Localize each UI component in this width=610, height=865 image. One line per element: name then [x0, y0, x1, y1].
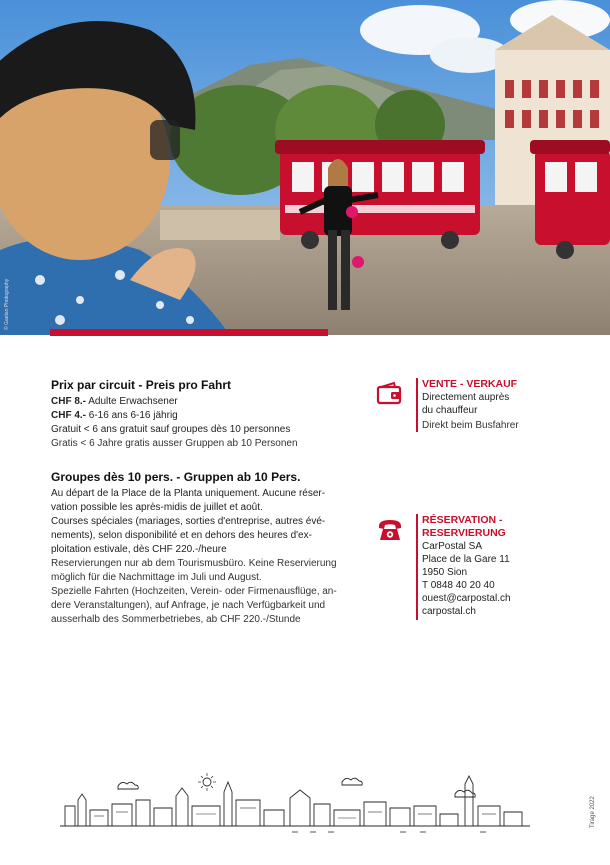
reservation-divider	[416, 514, 418, 620]
hero-photo	[0, 0, 610, 335]
free-de: Gratis < 6 Jahre gratis ausser Gruppen ab 10 Personen	[51, 438, 298, 449]
reservation-phone[interactable]: T 0848 40 20 40	[422, 580, 495, 591]
reservation-text	[422, 514, 572, 618]
sales-fr: Directement auprès du chauffeur	[422, 392, 510, 416]
pricing-heading: Prix par circuit - Preis pro Fahrt	[51, 378, 232, 392]
reservation-title-1: RÉSERVATION -	[422, 514, 503, 526]
photo-credit: © Gaetan Photography	[4, 278, 10, 330]
adult-price-line	[51, 395, 351, 409]
groups-fr-line: vation possible les après-midis de juillet et août.	[51, 502, 263, 513]
phone-icon	[376, 516, 404, 544]
print-run-label: Tirage 2022	[590, 796, 596, 828]
groups-de-line: möglich für die Nachmittage im Juli und August.	[51, 572, 262, 583]
info-column	[51, 378, 351, 627]
reservation-city: 1950 Sion	[422, 567, 468, 578]
adult-price: CHF 8.-	[51, 396, 86, 407]
groups-fr-line: Courses spéciales (mariages, sorties d'entreprise, autres évé-	[51, 516, 326, 527]
accent-strip	[50, 329, 328, 336]
child-price: CHF 4.-	[51, 410, 86, 421]
sales-title: VENTE - VERKAUF	[422, 378, 518, 390]
sales-de: Direkt beim Busfahrer	[422, 420, 519, 431]
child-label: 6-16 ans 6-16 jährig	[88, 410, 178, 421]
reservation-email[interactable]: ouest@carpostal.ch	[422, 593, 511, 604]
groups-de-line: ausserhalb des Sommerbetriebes, ab CHF 220.-/Stunde	[51, 614, 301, 625]
free-fr: Gratuit < 6 ans gratuit sauf groupes dès 10 personnes	[51, 424, 291, 435]
sales-divider	[416, 378, 418, 432]
groups-de-line: dere Veranstaltungen), auf Anfrage, je nach Verfügbarkeit und	[51, 600, 326, 611]
groups-fr-line: Au départ de la Place de la Planta uniquement. Aucune réser-	[51, 488, 326, 499]
hero-illustration	[0, 0, 610, 335]
reservation-company: CarPostal SA	[422, 541, 483, 552]
sales-box	[376, 378, 576, 438]
city-skyline-illustration	[60, 770, 530, 835]
child-price-line	[51, 409, 351, 423]
groups-fr-line: ploitation estivale, dès CHF 220.-/heure	[51, 544, 227, 555]
groups-heading: Groupes dès 10 pers. - Gruppen ab 10 Pers.	[51, 470, 301, 484]
adult-label: Adulte Erwachsener	[88, 396, 178, 407]
reservation-title-2: RESERVIERUNG	[422, 527, 506, 539]
wallet-icon	[376, 381, 404, 409]
groups-de-line: Reservierungen nur ab dem Tourismusbüro. Keine Reservierung	[51, 558, 337, 569]
reservation-box	[376, 514, 576, 624]
groups-de-line: Spezielle Fahrten (Hochzeiten, Verein- oder Firmenausflüge, an-	[51, 586, 337, 597]
sales-text	[422, 378, 572, 432]
reservation-street: Place de la Gare 11	[422, 554, 510, 565]
groups-fr-line: nements), selon disponibilité et en dehors des heures d'ex-	[51, 530, 312, 541]
reservation-website[interactable]: carpostal.ch	[422, 606, 476, 617]
